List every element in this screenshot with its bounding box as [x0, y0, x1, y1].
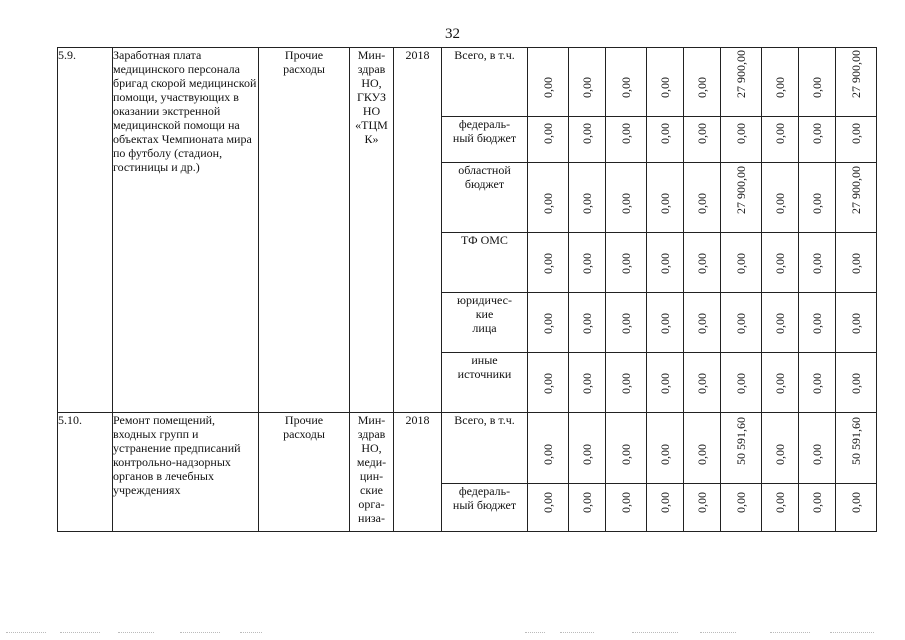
- amount-value: 0,00: [773, 193, 787, 214]
- amount-value: 0,00: [658, 123, 672, 144]
- amount-value: 0,00: [580, 373, 594, 394]
- value-cell: [606, 353, 647, 413]
- amount-value: 0,00: [580, 123, 594, 144]
- amount-value: 0,00: [619, 444, 633, 465]
- value-cell: [799, 48, 836, 117]
- item-number: 5.9.: [58, 48, 113, 413]
- amount-value: 0,00: [541, 492, 555, 513]
- amount-value: 0,00: [580, 193, 594, 214]
- amount-value: 0,00: [695, 444, 709, 465]
- amount-value: 0,00: [734, 373, 748, 394]
- item-name: Заработная плата медицинского персонала бригад скорой медицинской помощи, участвующих в оказании экстренной медицинской помощи на объектах Чемпионата мира по футболу (стадион, гостиницы и др.): [113, 48, 259, 413]
- amount-value: 0,00: [658, 77, 672, 98]
- value-cell: [647, 117, 684, 163]
- amount-value: 0,00: [773, 373, 787, 394]
- amount-value: 0,00: [695, 77, 709, 98]
- amount-value: 0,00: [734, 313, 748, 334]
- value-cell: [836, 353, 877, 413]
- amount-value: 0,00: [580, 313, 594, 334]
- amount-value: 0,00: [810, 444, 824, 465]
- amount-value: 27 900,00: [849, 166, 863, 214]
- amount-value: 0,00: [580, 492, 594, 513]
- amount-value: 0,00: [695, 492, 709, 513]
- value-cell: [569, 48, 606, 117]
- amount-value: 0,00: [734, 123, 748, 144]
- amount-value: 0,00: [695, 313, 709, 334]
- value-cell: [569, 484, 606, 532]
- value-cell: [721, 413, 762, 484]
- value-cell: [836, 293, 877, 353]
- amount-value: 0,00: [541, 444, 555, 465]
- value-cell: [569, 353, 606, 413]
- value-cell: [569, 163, 606, 233]
- executor-cell: Мин- здрав НО, меди- цин- ские орга- низа-: [350, 413, 394, 532]
- value-cell: [762, 233, 799, 293]
- amount-value: 0,00: [849, 313, 863, 334]
- value-cell: [721, 353, 762, 413]
- amount-value: 27 900,00: [734, 166, 748, 214]
- executor-cell: Мин- здрав НО, ГКУЗ НО «ТЦМ К»: [350, 48, 394, 413]
- value-cell: [762, 353, 799, 413]
- value-cell: [647, 48, 684, 117]
- expense-category: Прочие расходы: [259, 413, 350, 532]
- amount-value: 0,00: [849, 253, 863, 274]
- funding-source-label: Всего, в т.ч.: [442, 413, 528, 484]
- amount-value: 0,00: [541, 313, 555, 334]
- value-cell: [569, 293, 606, 353]
- amount-value: 0,00: [849, 373, 863, 394]
- value-cell: [606, 48, 647, 117]
- amount-value: 0,00: [541, 77, 555, 98]
- value-cell: [647, 293, 684, 353]
- amount-value: 0,00: [773, 313, 787, 334]
- funding-source-label: Всего, в т.ч.: [442, 48, 528, 117]
- amount-value: 0,00: [849, 492, 863, 513]
- value-cell: [684, 353, 721, 413]
- value-cell: [606, 117, 647, 163]
- value-cell: [799, 293, 836, 353]
- amount-value: 0,00: [773, 492, 787, 513]
- value-cell: [721, 163, 762, 233]
- item-name: Ремонт помещений, входных групп и устранение предписаний контрольно-надзорных органов в лечебных учреждениях: [113, 413, 259, 532]
- amount-value: 0,00: [658, 373, 672, 394]
- value-cell: [569, 413, 606, 484]
- value-cell: [799, 484, 836, 532]
- value-cell: [721, 48, 762, 117]
- value-cell: [721, 484, 762, 532]
- value-cell: [528, 353, 569, 413]
- value-cell: [528, 163, 569, 233]
- amount-value: 0,00: [810, 373, 824, 394]
- value-cell: [606, 233, 647, 293]
- page-number: 32: [445, 26, 460, 42]
- amount-value: 0,00: [541, 253, 555, 274]
- value-cell: [799, 233, 836, 293]
- value-cell: [606, 293, 647, 353]
- amount-value: 0,00: [773, 444, 787, 465]
- funding-source-label: иные источники: [442, 353, 528, 413]
- amount-value: 0,00: [619, 123, 633, 144]
- amount-value: 0,00: [695, 373, 709, 394]
- amount-value: 0,00: [810, 313, 824, 334]
- value-cell: [528, 484, 569, 532]
- amount-value: 0,00: [619, 77, 633, 98]
- value-cell: [799, 413, 836, 484]
- amount-value: 50 591,60: [849, 417, 863, 465]
- value-cell: [799, 163, 836, 233]
- funding-source-label: юридичес- кие лица: [442, 293, 528, 353]
- value-cell: [528, 48, 569, 117]
- value-cell: [528, 293, 569, 353]
- amount-value: 0,00: [810, 123, 824, 144]
- value-cell: [721, 117, 762, 163]
- value-cell: [528, 413, 569, 484]
- amount-value: 0,00: [810, 193, 824, 214]
- amount-value: 0,00: [619, 492, 633, 513]
- amount-value: 27 900,00: [734, 50, 748, 98]
- amount-value: 0,00: [580, 253, 594, 274]
- budget-table: [57, 47, 877, 532]
- value-cell: [762, 484, 799, 532]
- amount-value: 0,00: [734, 492, 748, 513]
- value-cell: [647, 484, 684, 532]
- value-cell: [569, 117, 606, 163]
- value-cell: [528, 233, 569, 293]
- amount-value: 0,00: [773, 77, 787, 98]
- value-cell: [721, 293, 762, 353]
- value-cell: [836, 413, 877, 484]
- amount-value: 0,00: [695, 193, 709, 214]
- value-cell: [647, 233, 684, 293]
- item-number: 5.10.: [58, 413, 113, 532]
- value-cell: [836, 233, 877, 293]
- year-cell: 2018: [394, 48, 442, 413]
- funding-source-label: ТФ ОМС: [442, 233, 528, 293]
- amount-value: 0,00: [695, 253, 709, 274]
- amount-value: 0,00: [619, 253, 633, 274]
- scan-artifacts: [0, 630, 905, 636]
- value-cell: [836, 163, 877, 233]
- value-cell: [721, 233, 762, 293]
- value-cell: [684, 484, 721, 532]
- amount-value: 0,00: [810, 253, 824, 274]
- amount-value: 0,00: [695, 123, 709, 144]
- value-cell: [684, 163, 721, 233]
- expense-category: Прочие расходы: [259, 48, 350, 413]
- amount-value: 0,00: [541, 373, 555, 394]
- value-cell: [647, 353, 684, 413]
- amount-value: 0,00: [658, 253, 672, 274]
- value-cell: [606, 163, 647, 233]
- value-cell: [684, 233, 721, 293]
- amount-value: 0,00: [773, 123, 787, 144]
- value-cell: [647, 413, 684, 484]
- value-cell: [647, 163, 684, 233]
- amount-value: 0,00: [619, 313, 633, 334]
- amount-value: 0,00: [810, 492, 824, 513]
- value-cell: [799, 117, 836, 163]
- year-cell: 2018: [394, 413, 442, 532]
- value-cell: [528, 117, 569, 163]
- amount-value: 0,00: [810, 77, 824, 98]
- value-cell: [836, 48, 877, 117]
- value-cell: [684, 413, 721, 484]
- value-cell: [762, 413, 799, 484]
- amount-value: 0,00: [849, 123, 863, 144]
- funding-source-label: федераль- ный бюджет: [442, 117, 528, 163]
- amount-value: 0,00: [580, 77, 594, 98]
- table-row: [58, 413, 877, 484]
- amount-value: 27 900,00: [849, 50, 863, 98]
- amount-value: 0,00: [541, 193, 555, 214]
- table-body: [58, 48, 877, 532]
- amount-value: 0,00: [658, 313, 672, 334]
- value-cell: [762, 293, 799, 353]
- value-cell: [569, 233, 606, 293]
- amount-value: 0,00: [773, 253, 787, 274]
- amount-value: 0,00: [580, 444, 594, 465]
- value-cell: [762, 48, 799, 117]
- value-cell: [836, 484, 877, 532]
- amount-value: 0,00: [734, 253, 748, 274]
- amount-value: 0,00: [658, 444, 672, 465]
- amount-value: 0,00: [619, 193, 633, 214]
- value-cell: [762, 117, 799, 163]
- value-cell: [684, 48, 721, 117]
- amount-value: 50 591,60: [734, 417, 748, 465]
- value-cell: [606, 484, 647, 532]
- value-cell: [606, 413, 647, 484]
- funding-source-label: областной бюджет: [442, 163, 528, 233]
- value-cell: [684, 117, 721, 163]
- value-cell: [684, 293, 721, 353]
- value-cell: [762, 163, 799, 233]
- table-row: [58, 48, 877, 117]
- value-cell: [799, 353, 836, 413]
- value-cell: [836, 117, 877, 163]
- amount-value: 0,00: [658, 193, 672, 214]
- funding-source-label: федераль- ный бюджет: [442, 484, 528, 532]
- amount-value: 0,00: [658, 492, 672, 513]
- amount-value: 0,00: [541, 123, 555, 144]
- amount-value: 0,00: [619, 373, 633, 394]
